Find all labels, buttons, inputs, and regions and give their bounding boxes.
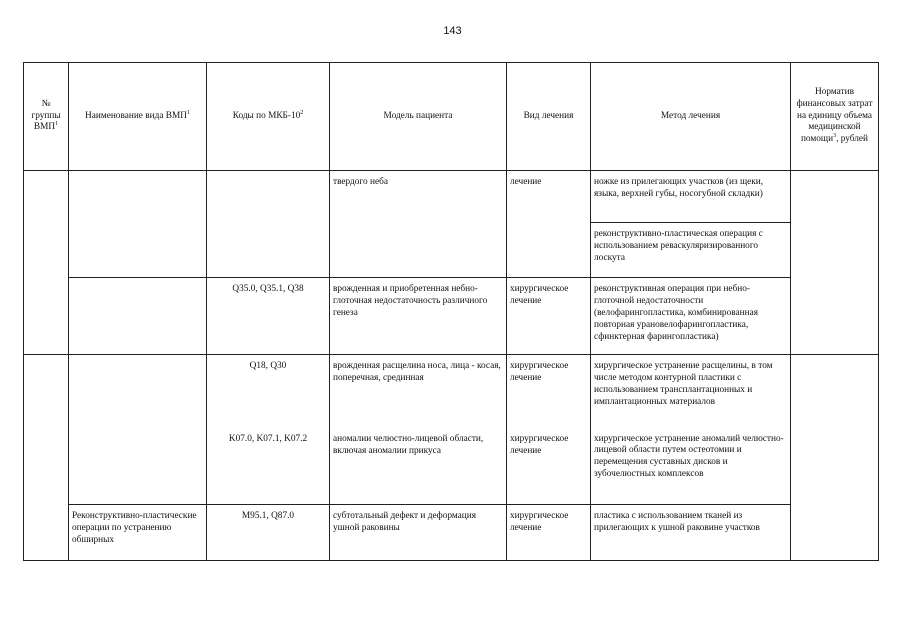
table-header-row xyxy=(24,63,879,171)
table-row xyxy=(24,355,879,505)
cell-icd-codes: M95.1, Q87.0 xyxy=(207,505,330,561)
cell-treatment-method: пластика с использованием тканей из прилегающих к ушной раковине участков xyxy=(591,505,791,561)
cell-treatment-method: реконструктивно-пластическая операция с использованием реваскуляризированного лоскута xyxy=(591,223,791,278)
cell-group-no xyxy=(24,171,69,355)
table-row xyxy=(24,278,879,355)
header-patient-model: Модель пациента xyxy=(330,63,507,171)
header-norm-cost: Норматив финансовых затрат на единицу объема медицинской помощи$^3$, рублей xyxy=(791,63,879,171)
type-surgical-1: хирургическое лечение xyxy=(510,361,569,383)
cell-norm-cost xyxy=(791,171,879,355)
cell-treatment-type: лечение xyxy=(507,171,591,278)
model-nose-cleft: врожденная расщелина носа, лица - косая, поперечная, срединная xyxy=(333,361,501,383)
cell-icd-codes xyxy=(207,355,330,505)
cell-icd-codes xyxy=(207,171,330,278)
cell-vmp-name: Реконструктивно-пластические операции по устранению обширных xyxy=(69,505,207,561)
cell-icd-codes: Q35.0, Q35.1, Q38 xyxy=(207,278,330,355)
cell-group-no xyxy=(24,355,69,561)
cell-vmp-name xyxy=(69,355,207,505)
cell-treatment-method: ножке из прилегающих участков (из щеки, языка, верхней губы, носогубной складки) xyxy=(591,171,791,223)
method-jaw-osteotomy: хирургическое устранение аномалий челюстно-лицевой области путем остеотомии и перемещения суставных дисков и зубочелюстных комплексов xyxy=(594,433,784,480)
header-treatment-type: Вид лечения xyxy=(507,63,591,171)
cell-treatment-type: хирургическое лечение xyxy=(507,505,591,561)
header-vmp-name: Наименование вида ВМП$^1$ xyxy=(69,63,207,171)
vmp-table-container xyxy=(23,62,878,560)
cell-treatment-method: реконструктивная операция при небно-глоточной недостаточности (велофарингопластика, комбинированная повторная урановелофарингопластика, сфинктерная фарингопластика) xyxy=(591,278,791,355)
type-surgical-2: хирургическое лечение xyxy=(510,433,569,456)
cell-treatment-method xyxy=(591,355,791,505)
cell-patient-model: твердого неба xyxy=(330,171,507,278)
page-number: 143 xyxy=(443,25,462,37)
vmp-table xyxy=(23,62,879,561)
cell-patient-model xyxy=(330,355,507,505)
table-row xyxy=(24,505,879,561)
codes-q18-q30: Q18, Q30 xyxy=(249,361,287,371)
cell-norm-cost xyxy=(791,355,879,561)
method-cleft-repair: хирургическое устранение расщелины, в том числе методом контурной пластики с использованием трансплантационных и имплантационных материалов xyxy=(594,361,773,407)
header-group-no: № группы ВМП$^1$ xyxy=(24,63,69,171)
model-jaw-anomaly: аномалии челюстно-лицевой области, включая аномалии прикуса xyxy=(333,433,484,456)
cell-treatment-type: хирургическое лечение xyxy=(507,278,591,355)
cell-vmp-name xyxy=(69,278,207,355)
codes-k07: K07.0, K07.1, K07.2 xyxy=(228,433,308,444)
header-icd-codes: Коды по МКБ-$10^2$ xyxy=(207,63,330,171)
cell-vmp-name xyxy=(69,171,207,278)
header-treatment-method: Метод лечения xyxy=(591,63,791,171)
cell-patient-model: врожденная и приобретенная небно-глоточная недостаточность различного генеза xyxy=(330,278,507,355)
cell-treatment-type xyxy=(507,355,591,505)
cell-patient-model: субтотальный дефект и деформация ушной раковины xyxy=(330,505,507,561)
table-row xyxy=(24,171,879,223)
